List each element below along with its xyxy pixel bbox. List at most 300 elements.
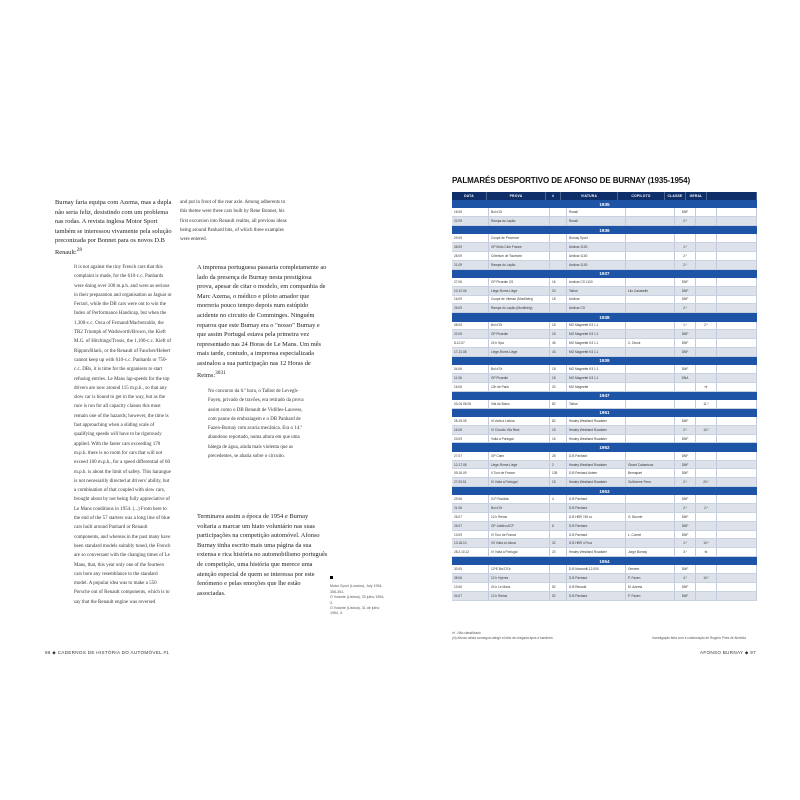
cell-overall bbox=[696, 208, 717, 216]
reims-quote: No concurso da 6.ª hora, o Talbot de Levegh-Fayen, privado de travões, era retirado da prova assim como o DB Renault de Vidilles-Lauvess, com panne de embraiagem e o DB Panhard de Fazen-Burnay com avaria mecânica. Era o 14.º abandono reportado, numa altura em que uma bátega de água, ainda mais violenta que as precedentes, se abatia sobre o circuito. bbox=[208, 389, 304, 460]
cell-overall bbox=[696, 531, 717, 539]
cell-race: GP Jubileu ACP bbox=[489, 522, 550, 530]
cell-class: DNF bbox=[675, 417, 696, 425]
cell-class: 2.º bbox=[675, 478, 696, 486]
cell-spacer bbox=[717, 243, 757, 251]
cell-spacer bbox=[717, 252, 757, 260]
cell-date: 16.09 bbox=[452, 296, 489, 304]
cell-car: MG Magnette bbox=[567, 383, 626, 391]
cell-overall bbox=[696, 374, 717, 382]
cell-number: 6 bbox=[550, 522, 567, 530]
table-row bbox=[452, 296, 757, 305]
cell-date: 10-12.06 bbox=[452, 287, 489, 295]
cell-class: DNF bbox=[675, 495, 696, 503]
table-row bbox=[452, 495, 757, 504]
cell-date: 29.05 bbox=[452, 234, 489, 242]
cell-date: 13.09 bbox=[452, 531, 489, 539]
cell-copilot: L. Cornet bbox=[626, 531, 675, 539]
cell-copilot bbox=[626, 539, 675, 547]
cell-number: 18 bbox=[550, 374, 567, 382]
cell-overall bbox=[696, 461, 717, 469]
cell-spacer bbox=[717, 304, 757, 312]
cell-number bbox=[550, 565, 567, 573]
cell-copilot bbox=[626, 296, 675, 304]
cell-copilot bbox=[626, 278, 675, 286]
cell-car: D.B Panhard bbox=[567, 452, 626, 460]
cell-date: 29.06 bbox=[452, 495, 489, 503]
table-row bbox=[452, 531, 757, 540]
cell-car: D.B Renault bbox=[567, 583, 626, 591]
cell-date: 08.06 bbox=[452, 574, 489, 582]
cell-spacer bbox=[717, 452, 757, 460]
cell-date: 09-16.09 bbox=[452, 469, 489, 477]
cell-date: 25.07 bbox=[452, 522, 489, 530]
cell-car: Healey Westland Roadster bbox=[567, 478, 626, 486]
english-quote-continued: and put in front of the rear axle. Among adherents to this theme were three cars built by Rene Bonnet, his first excursion into Renault realms, all previous ideas being around Panhard bits, of which three examples were entered. bbox=[180, 200, 287, 243]
cell-class: DNF bbox=[675, 452, 696, 460]
cell-date: 13-18.10 bbox=[452, 539, 489, 547]
cell-overall bbox=[696, 522, 717, 530]
cell-copilot bbox=[626, 348, 675, 356]
cell-race: Rampa do Lapão bbox=[489, 217, 550, 225]
cell-spacer bbox=[717, 478, 757, 486]
cell-race: 12h de Paris bbox=[489, 383, 550, 391]
cell-copilot bbox=[626, 383, 675, 391]
cell-number: 18 bbox=[550, 365, 567, 373]
cell-race: Bol d'Or bbox=[489, 208, 550, 216]
cell-class: 4.º bbox=[675, 574, 696, 582]
cell-car: Burnay Sport bbox=[567, 234, 626, 242]
table-row bbox=[452, 339, 757, 348]
cell-spacer bbox=[717, 339, 757, 347]
cell-spacer bbox=[717, 278, 757, 286]
cell-overall bbox=[696, 417, 717, 425]
cell-spacer bbox=[717, 287, 757, 295]
cell-copilot: Guilherme Ferro bbox=[626, 478, 675, 486]
cell-copilot bbox=[626, 261, 675, 269]
cell-race: 12ºE Bol D'Or bbox=[489, 565, 550, 573]
cell-spacer bbox=[717, 348, 757, 356]
intro-paragraph: Burnay faria equipa com Azema, mas a dupla não seria feliz, desistindo com um problema nas rodas. A revista inglesa Motor Sport também se interessou vivamente pela solução preconizada por Bonnet para os novos D.B Renault:$^{28}$ bbox=[55, 199, 172, 257]
cell-number: 82 bbox=[550, 400, 567, 408]
table-row bbox=[452, 208, 757, 217]
cell-race: IV Volta a Portugal bbox=[489, 478, 550, 486]
cell-date: 27.06 bbox=[452, 278, 489, 286]
cell-class bbox=[675, 400, 696, 408]
table-header bbox=[452, 192, 757, 200]
cell-class: 1.º bbox=[675, 322, 696, 330]
cell-spacer bbox=[717, 583, 757, 591]
cell-copilot: Omnem bbox=[626, 565, 675, 573]
col-header-spacer bbox=[707, 192, 757, 200]
cell-number: 52 bbox=[550, 583, 567, 591]
cell-date: 08.09 bbox=[452, 243, 489, 251]
cell-car: Healey Westland Roadster bbox=[567, 426, 626, 434]
cell-number: 18 bbox=[550, 322, 567, 330]
cell-class: DNF bbox=[675, 296, 696, 304]
cell-race: GP Moto Club France bbox=[489, 243, 550, 251]
cell-class: DNF bbox=[675, 348, 696, 356]
cell-class: DNA bbox=[675, 374, 696, 382]
cell-car: Healey Westland Roadster bbox=[567, 548, 626, 556]
table-row bbox=[452, 243, 757, 252]
cell-date: 13.06 bbox=[452, 583, 489, 591]
cell-date: 03-04.08.05 bbox=[452, 400, 489, 408]
cell-copilot: Lilo Canavelle bbox=[626, 287, 675, 295]
cell-race: VI Circuito Vila Real bbox=[489, 426, 550, 434]
cell-date: 04.07 bbox=[452, 592, 489, 600]
table-row bbox=[452, 426, 757, 435]
table-row bbox=[452, 478, 757, 487]
table-note: (ni) Afonso ainda conseguiu atingir a linha de chegada após a bandeira. bbox=[452, 636, 554, 640]
cell-class: 2.º bbox=[675, 217, 696, 225]
cell-car: D.B Panhard bbox=[567, 495, 626, 503]
cell-car: Rosali bbox=[567, 208, 626, 216]
cell-race: Vila do Bolso bbox=[489, 400, 550, 408]
cell-race: Coupe de Provence bbox=[489, 234, 550, 242]
cell-number bbox=[550, 261, 567, 269]
table-row bbox=[452, 461, 757, 470]
cell-overall bbox=[696, 348, 717, 356]
cell-overall bbox=[696, 217, 717, 225]
cell-race: 12 h Reims bbox=[489, 592, 550, 600]
cell-date: 12-17.08 bbox=[452, 461, 489, 469]
cell-class: DNF bbox=[675, 339, 696, 347]
cell-spacer bbox=[717, 417, 757, 425]
cell-spacer bbox=[717, 330, 757, 338]
cell-spacer bbox=[717, 513, 757, 521]
cell-overall bbox=[696, 583, 717, 591]
cell-copilot bbox=[626, 252, 675, 260]
cell-class: DNF bbox=[675, 365, 696, 373]
cell-race: Bol d'Or bbox=[489, 322, 550, 330]
cell-overall bbox=[696, 339, 717, 347]
cell-race: 12 h Reims bbox=[489, 513, 550, 521]
cell-date: 28-29.05 bbox=[452, 417, 489, 425]
cell-number bbox=[550, 531, 567, 539]
table-row bbox=[452, 592, 757, 601]
cell-number bbox=[550, 217, 567, 225]
cell-class: 1.º bbox=[675, 539, 696, 547]
cell-date: 11.06 bbox=[452, 374, 489, 382]
cell-date: 16.05 bbox=[452, 208, 489, 216]
cell-number: 18 bbox=[550, 330, 567, 338]
cell-copilot: Jorge Burnay bbox=[626, 548, 675, 556]
cell-copilot bbox=[626, 243, 675, 251]
cell-car: Amilcar CS bbox=[567, 304, 626, 312]
cell-car: MG Magnette K3 1.1 bbox=[567, 322, 626, 330]
cell-copilot bbox=[626, 417, 675, 425]
cell-spacer bbox=[717, 261, 757, 269]
cell-date: 26.07 bbox=[452, 513, 489, 521]
cell-car: D.B Panhard bbox=[567, 574, 626, 582]
cell-overall bbox=[696, 252, 717, 260]
cell-class: DNF bbox=[675, 208, 696, 216]
cell-copilot bbox=[626, 330, 675, 338]
cell-copilot bbox=[626, 504, 675, 512]
cell-number: 4 bbox=[550, 495, 567, 503]
cell-spacer bbox=[717, 548, 757, 556]
cell-spacer bbox=[717, 504, 757, 512]
cell-overall: 2.º bbox=[696, 504, 717, 512]
cell-date: 08.05 bbox=[452, 322, 489, 330]
footnotes bbox=[330, 576, 385, 617]
cell-car: Amilcar 1100 bbox=[567, 252, 626, 260]
cell-date: 17-21.08 bbox=[452, 348, 489, 356]
cell-race: VII Volta a Lisboa bbox=[489, 539, 550, 547]
cell-date: 22.09 bbox=[452, 217, 489, 225]
cell-date: 22.05 bbox=[452, 330, 489, 338]
cell-overall: 2.º bbox=[696, 322, 717, 330]
cell-spacer bbox=[717, 322, 757, 330]
palmares-table bbox=[452, 192, 757, 601]
cell-race: 12 h Hyères bbox=[489, 574, 550, 582]
cell-copilot bbox=[626, 400, 675, 408]
cell-number: 28 bbox=[550, 452, 567, 460]
cell-number: 20 bbox=[550, 383, 567, 391]
cell-race: GP Picardie bbox=[489, 374, 550, 382]
cell-car: MG Magnette K3 1.1 bbox=[567, 339, 626, 347]
cell-race: II Tour de France bbox=[489, 469, 550, 477]
table-row bbox=[452, 400, 757, 409]
cell-date: 23.09 bbox=[452, 435, 489, 443]
col-header-race: PROVA bbox=[487, 192, 546, 200]
table-row bbox=[452, 365, 757, 374]
cell-car: Talbot bbox=[567, 287, 626, 295]
table-row bbox=[452, 304, 757, 313]
cell-race: 24 h Le Mans bbox=[489, 583, 550, 591]
year-header: 1937 bbox=[452, 270, 757, 278]
cell-race: Rampa do Lapão (Montlhéry) bbox=[489, 304, 550, 312]
cell-copilot: C. Druck bbox=[626, 339, 675, 347]
year-header: 1952 bbox=[452, 443, 757, 451]
cell-car: Healey Westland Roadster bbox=[567, 417, 626, 425]
folio-left: 96 ◆ CADERNOS DE HISTÓRIA DO AUTOMÓVEL #1 bbox=[45, 650, 170, 655]
closing-paragraph: Terminava assim a época de 1954 e Burnay voltaria a marcar um hiato voluntário nas suas participações na competição automóvel. Afonso Burnay tinha escrito mais uma página da sua extensa e rica história no automobilismo português de competição, uma história que merece uma atenção especial de quem se interessa por este fenómeno e pelas emoções que lhe estão associadas. bbox=[197, 513, 328, 597]
cell-spacer bbox=[717, 217, 757, 225]
cell-race: GP Picardie bbox=[489, 330, 550, 338]
cell-overall bbox=[696, 469, 717, 477]
cell-number bbox=[550, 243, 567, 251]
cell-car: D.B Panhard bbox=[567, 522, 626, 530]
cell-race: Criterium de Tourisme bbox=[489, 252, 550, 260]
cell-class: DNF bbox=[675, 592, 696, 600]
cell-class: DNF bbox=[675, 583, 696, 591]
table-row bbox=[452, 435, 757, 444]
table-row bbox=[452, 383, 757, 392]
cell-car: Amilcar bbox=[567, 296, 626, 304]
cell-race: III Volta a Lisboa bbox=[489, 417, 550, 425]
cell-copilot: P. Fazen bbox=[626, 574, 675, 582]
cell-copilot bbox=[626, 495, 675, 503]
cell-class: DNF bbox=[675, 565, 696, 573]
cell-car: D.B Panhard bbox=[567, 504, 626, 512]
cell-number: 32 bbox=[550, 539, 567, 547]
cell-number: 82 bbox=[550, 417, 567, 425]
cell-copilot bbox=[626, 452, 675, 460]
cell-number: 15 bbox=[550, 478, 567, 486]
table-row bbox=[452, 330, 757, 339]
table-row bbox=[452, 452, 757, 461]
year-header: 1947 bbox=[452, 392, 757, 400]
table-row bbox=[452, 565, 757, 574]
cell-class: DNF bbox=[675, 531, 696, 539]
year-header: 1939 bbox=[452, 357, 757, 365]
year-header: 1953 bbox=[452, 487, 757, 495]
cell-race: G.P Rouãda bbox=[489, 495, 550, 503]
cell-race: Liège-Rome-Liège bbox=[489, 461, 550, 469]
cell-overall bbox=[696, 365, 717, 373]
cell-spacer bbox=[717, 522, 757, 530]
cell-copilot bbox=[626, 208, 675, 216]
cell-number bbox=[550, 504, 567, 512]
cell-date: 04.06 bbox=[452, 365, 489, 373]
footnote: O Volante (Lisboa), 31 de julho 1954, 3. bbox=[330, 606, 380, 616]
cell-date: 16.06 bbox=[452, 383, 489, 391]
year-header: 1951 bbox=[452, 409, 757, 417]
cell-spacer bbox=[717, 426, 757, 434]
footnote: O Volante (Lisboa), 30 julho 1954, 3. bbox=[330, 595, 385, 605]
table-row bbox=[452, 539, 757, 548]
cell-class: DNF bbox=[675, 513, 696, 521]
cell-class: 3.º bbox=[675, 548, 696, 556]
cell-class: DNF bbox=[675, 469, 696, 477]
table-row bbox=[452, 417, 757, 426]
cell-class: 2.º bbox=[675, 261, 696, 269]
cell-class: DNF bbox=[675, 435, 696, 443]
cell-overall bbox=[696, 304, 717, 312]
cell-overall: fd bbox=[696, 548, 717, 556]
table-row bbox=[452, 252, 757, 261]
cell-race: Liège-Rome-Liège bbox=[489, 287, 550, 295]
cell-overall: nf bbox=[696, 383, 717, 391]
cell-overall bbox=[696, 278, 717, 286]
cell-race: Rampa do Lapão bbox=[489, 261, 550, 269]
cell-number: 16 bbox=[550, 278, 567, 286]
table-body bbox=[452, 200, 757, 601]
cell-class: 2.º bbox=[675, 426, 696, 434]
cell-overall bbox=[696, 592, 717, 600]
cell-spacer bbox=[717, 461, 757, 469]
cell-car: Rosali bbox=[567, 217, 626, 225]
cell-date: 8-10.07 bbox=[452, 339, 489, 347]
cell-date: 30.05 bbox=[452, 565, 489, 573]
cell-car: D.B HBR 4 Frua bbox=[567, 539, 626, 547]
cell-car: MG Magnette K3 1.1 bbox=[567, 348, 626, 356]
table-row bbox=[452, 469, 757, 478]
cell-date: 26.09 bbox=[452, 304, 489, 312]
cell-overall bbox=[696, 330, 717, 338]
cell-class: DNF bbox=[675, 278, 696, 286]
cell-class bbox=[675, 383, 696, 391]
cell-race: GP Caen bbox=[489, 452, 550, 460]
cell-number bbox=[550, 304, 567, 312]
table-row bbox=[452, 504, 757, 513]
cell-spacer bbox=[717, 565, 757, 573]
cell-date: 27.09.51 bbox=[452, 478, 489, 486]
year-header: 1936 bbox=[452, 226, 757, 234]
footnote: Motor Sport (London), July 1954, 358-361. bbox=[330, 584, 383, 594]
table-notes bbox=[452, 631, 553, 641]
cell-car: Amilcar CS 1100 bbox=[567, 278, 626, 286]
cell-number: 43 bbox=[550, 348, 567, 356]
table-row bbox=[452, 322, 757, 331]
cell-race: Liège-Rome-Liège bbox=[489, 348, 550, 356]
cell-spacer bbox=[717, 592, 757, 600]
table-row bbox=[452, 513, 757, 522]
year-header: 1938 bbox=[452, 313, 757, 321]
cell-overall: 20.º bbox=[696, 478, 717, 486]
cell-spacer bbox=[717, 400, 757, 408]
col-header-date: DATA bbox=[452, 192, 487, 200]
cell-class: 2.º bbox=[675, 504, 696, 512]
cell-car: D.B Panhard Antem bbox=[567, 469, 626, 477]
table-row bbox=[452, 522, 757, 531]
cell-car: Amilcar 1100 bbox=[567, 261, 626, 269]
cell-spacer bbox=[717, 531, 757, 539]
cell-copilot bbox=[626, 234, 675, 242]
cell-race: Bol d'Or bbox=[489, 365, 550, 373]
table-row bbox=[452, 287, 757, 296]
le-mans-paragraph: A imprensa portuguesa passaria completamente ao lado da presença de Burnay nesta prestigiosa prova, apesar de citar o modelo, em companhia de Marc Azema, o médico e piloto amador que morreria pouco tempo depois num estúpido acidente no circuito de Comminges. Ninguém reparou que este Burnay era o "nosso" Burnay e que assim Portugal estava pela primeira vez representado nas 24 Horas de Le Mans. Um mês mais tarde, contudo, a imprensa especializada assinalou a sua participação nas 12 Horas de Reims:$^{3031}$ bbox=[197, 264, 327, 379]
cell-spacer bbox=[717, 234, 757, 242]
table-row bbox=[452, 548, 757, 557]
folio-right: AFONSO BURNAY ◆ 97 bbox=[700, 650, 756, 655]
col-header-class: CLASSE bbox=[665, 192, 686, 200]
cell-date: 21.06 bbox=[452, 504, 489, 512]
cell-overall bbox=[696, 296, 717, 304]
cell-race: IV Tour de France bbox=[489, 531, 550, 539]
cell-class: 2.º bbox=[675, 304, 696, 312]
cell-copilot: P. Fazen bbox=[626, 592, 675, 600]
table-row bbox=[452, 278, 757, 287]
cell-copilot bbox=[626, 522, 675, 530]
cell-class: 2.º bbox=[675, 252, 696, 260]
cell-car: MG Magnette K3 1.1 bbox=[567, 374, 626, 382]
table-row bbox=[452, 217, 757, 226]
cell-race: GP Picardie CS bbox=[489, 278, 550, 286]
cell-class: 1.º bbox=[675, 243, 696, 251]
cell-spacer bbox=[717, 383, 757, 391]
cell-number: 20 bbox=[550, 287, 567, 295]
table-row bbox=[452, 583, 757, 592]
year-header: 1935 bbox=[452, 200, 757, 208]
cell-car: D.B HBR 745 cc bbox=[567, 513, 626, 521]
cell-number bbox=[550, 513, 567, 521]
cell-number: 15 bbox=[550, 426, 567, 434]
cell-overall bbox=[696, 243, 717, 251]
cell-car: Healey Westland Roadster bbox=[567, 461, 626, 469]
cell-number: 18 bbox=[550, 296, 567, 304]
cell-copilot: Girard Cabantous bbox=[626, 461, 675, 469]
cell-race: Coupe de Vitesse (Montlhéry) bbox=[489, 296, 550, 304]
cell-copilot: G. Bonnet bbox=[626, 513, 675, 521]
cell-copilot bbox=[626, 374, 675, 382]
cell-copilot bbox=[626, 426, 675, 434]
cell-car: D.B Monomill 12.000 bbox=[567, 565, 626, 573]
cell-date: 27.07 bbox=[452, 452, 489, 460]
cell-overall bbox=[696, 261, 717, 269]
cell-copilot bbox=[626, 304, 675, 312]
cell-car: D.B Panhard bbox=[567, 531, 626, 539]
cell-car: D.B Panhard bbox=[567, 592, 626, 600]
cell-copilot bbox=[626, 435, 675, 443]
cell-overall bbox=[696, 565, 717, 573]
table-row bbox=[452, 261, 757, 270]
cell-car: Amilcar 1100 bbox=[567, 243, 626, 251]
cell-number: 20 bbox=[550, 548, 567, 556]
cell-number: 135 bbox=[550, 469, 567, 477]
